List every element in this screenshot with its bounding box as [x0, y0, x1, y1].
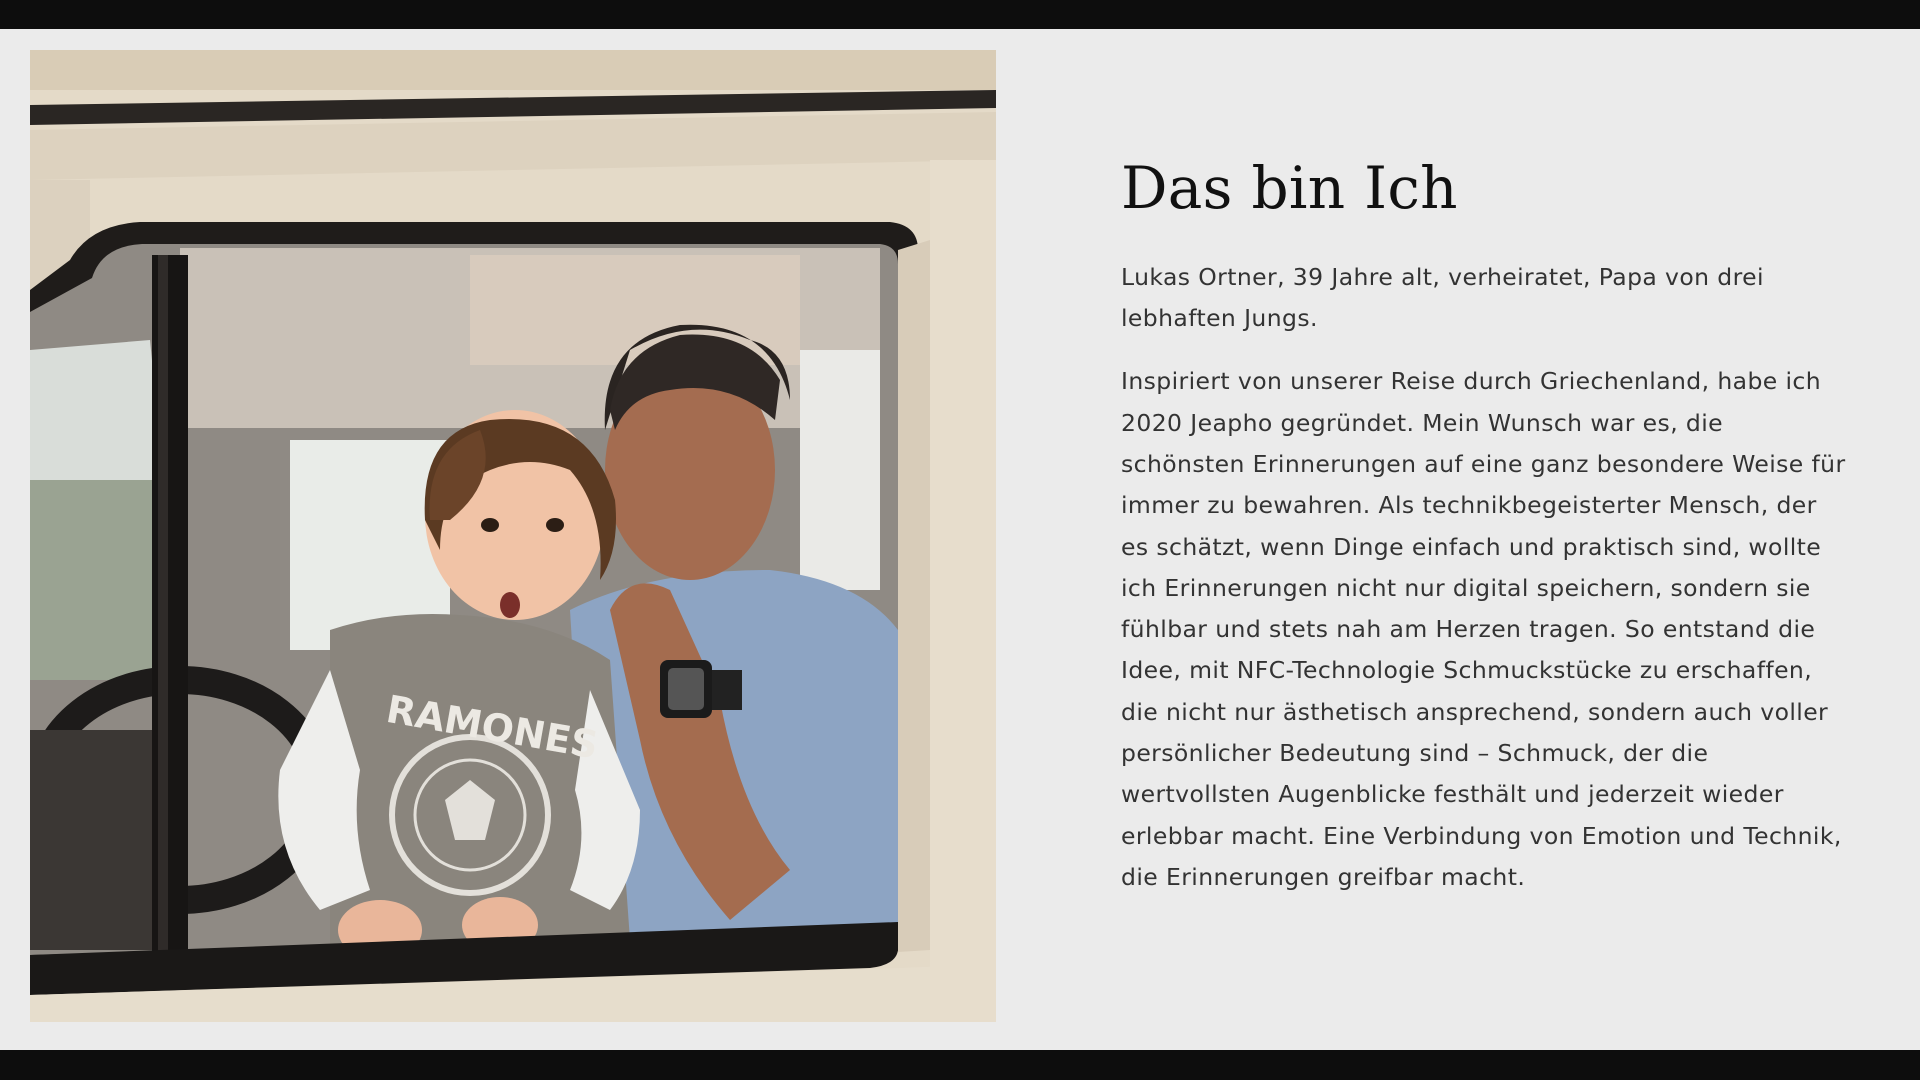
about-section: [0, 29, 1920, 1050]
intro-paragraph: Lukas Ortner, 39 Jahre alt, verheiratet, Papa von drei lebhaften Jungs.: [1121, 262, 1764, 333]
letterbox-top: [0, 0, 1920, 29]
story-paragraph: Inspiriert von unserer Reise durch Griechenland, habe ich 2020 Jeapho gegründet. Mein Wunsch war es, die schönsten Erinnerungen auf eine ganz besondere Weise für immer zu bewahren. Als technikbegeisterter Mensch, der es schätzt, wenn Dinge einfach und praktisch sind, wollte ich Erinnerungen nicht nur digital speichern, sondern sie fühlbar und stets nah am Herzen tragen. So entstand die Idee, mit NFC-Technologie Schmuckstücke zu erschaffen, die nicht nur ästhetisch ansprechend, sondern auch voller persönlicher Bedeutung sind – Schmuck, der die wertvollsten Augenblicke festhält und jederzeit wieder erlebbar macht. Eine Verbindung von Emotion und Technik, die Erinnerungen greifbar macht.: [1121, 367, 1846, 891]
letterbox-bottom: [0, 1050, 1920, 1080]
about-text: [1121, 154, 1851, 920]
shirt-print-text: RAMONES: [383, 686, 602, 768]
about-photo: [30, 50, 996, 1022]
page-title: Das bin Ich: [1121, 154, 1458, 222]
